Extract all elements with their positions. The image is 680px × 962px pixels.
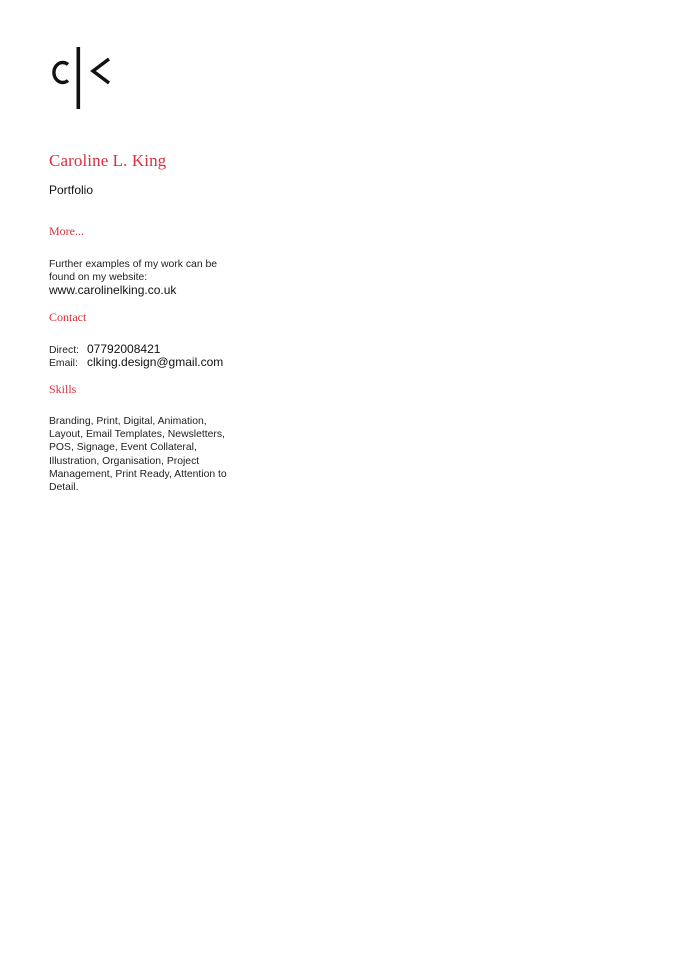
contact-direct-row [49, 342, 160, 356]
person-name: Caroline L. King [49, 151, 167, 170]
ck-logo-mark [48, 47, 112, 111]
ck-logo [48, 47, 112, 111]
more-heading: More... [49, 224, 84, 238]
more-description: Further examples of my work can be found on my website: [49, 259, 218, 284]
skills-list: Branding, Print, Digital, Animation, Layout, Email Templates, Newsletters, POS, Signage, Event Collateral, Illustration, Organisation, Project Management, Print Ready, Attention to Detail. [49, 416, 227, 494]
direct-phone-number: 07792008421 [87, 342, 161, 356]
email-link[interactable]: clking.design@gmail.com [87, 355, 224, 369]
email-label: Email: [49, 358, 78, 369]
skills-heading: Skills [49, 382, 77, 396]
contact-email-row [49, 355, 223, 369]
direct-label: Direct: [49, 345, 80, 356]
document-subtitle: Portfolio [49, 183, 94, 197]
contact-heading: Contact [49, 310, 87, 324]
website-link[interactable]: www.carolinelking.co.uk [49, 283, 177, 297]
